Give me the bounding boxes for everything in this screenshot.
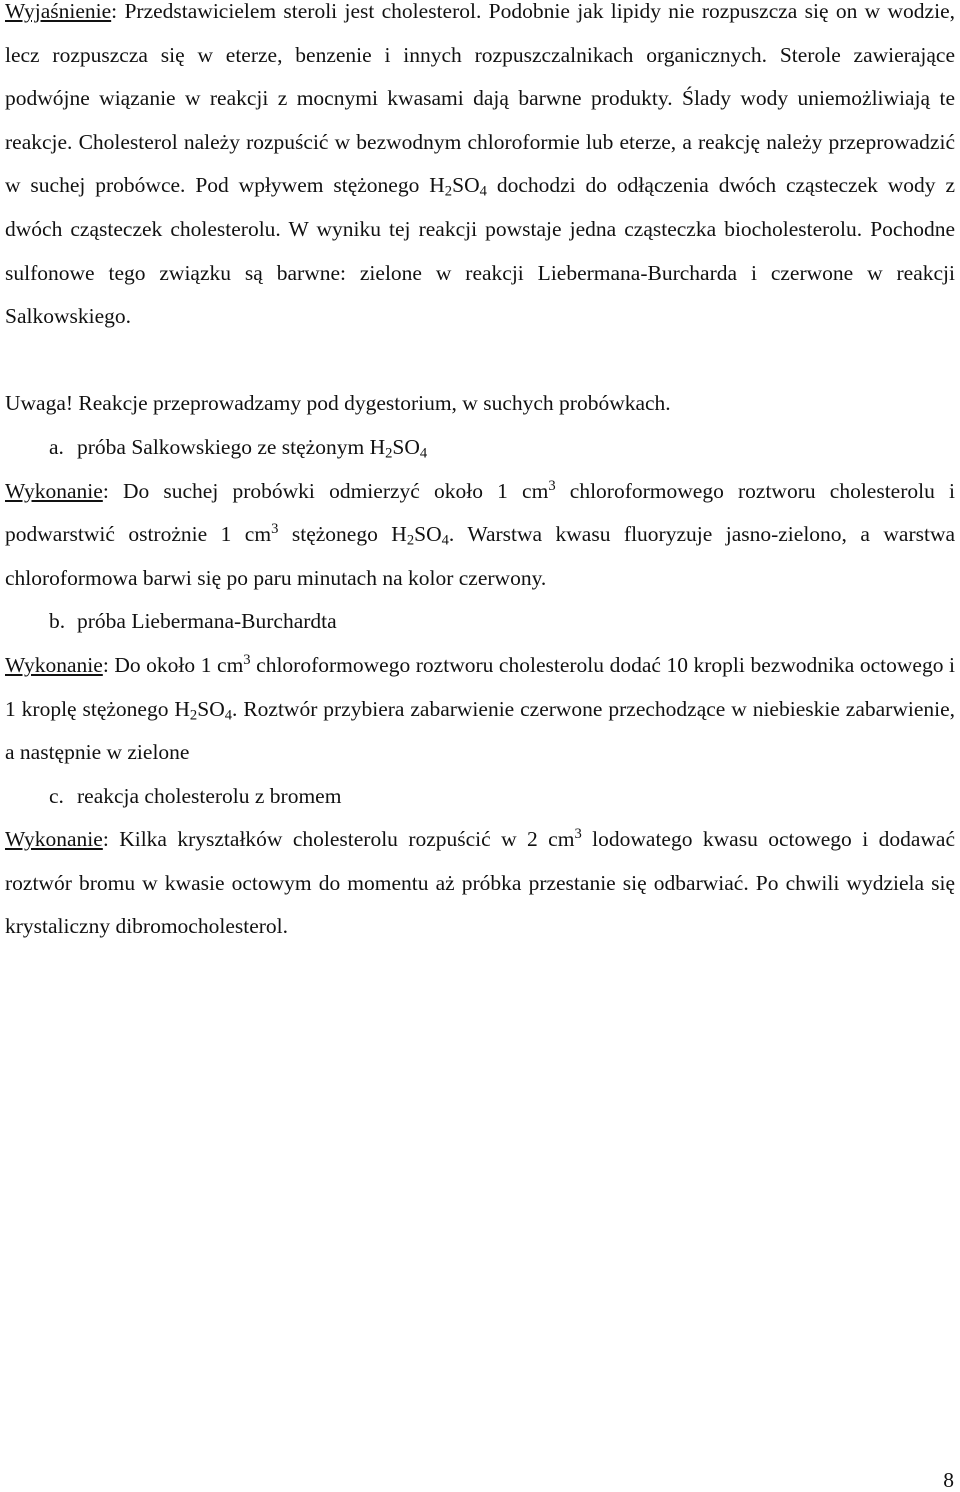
procedure-c-text-1: : Kilka kryształków cholesterolu rozpuścić w 2 cm — [102, 827, 575, 852]
procedure-a-text-5: . Warstwa kwasu fluoryzuje jasno-zielono, a warstwa chloroformowa barwi się po paru minutach na kolor czerwony. — [5, 522, 956, 590]
explanation-text-3: dochodzi do odłączenia dwóch cząsteczek wody z dwóch cząsteczek cholesterolu. W wyniku tej reakcji powstaje jedna cząsteczka biocholesterolu. Pochodne sulfonowe tego związku są barwne: zielone w reakcji Liebermana-Burcharda i czerwone w reakcji Salkowskiego. — [5, 173, 955, 329]
procedure-a-sup-2: 3 — [271, 521, 279, 538]
explanation-sub-1: 2 — [444, 184, 453, 201]
procedure-a-sub-1: 2 — [406, 532, 415, 549]
procedure-a-text-3: stężonego H — [278, 522, 407, 547]
section-label-b: b. — [49, 609, 66, 634]
section-title-a-sub-2: 4 — [419, 445, 428, 462]
warning-paragraph: Uwaga! Reakcje przeprowadzamy pod dygestorium, w suchych probówkach. — [5, 391, 671, 416]
procedure-a-text-1: : Do suchej probówki odmierzyć około 1 cm — [102, 478, 549, 503]
procedure-c-label: Wykonanie — [5, 827, 103, 852]
procedure-c-text-2: lodowatego kwasu octowego i dodawać roztwór bromu w kwasie octowym do momentu aż próbka przestanie się odbarwiać. Po chwili wydziela się krystaliczny dibromocholesterol. — [5, 827, 955, 939]
procedure-b-paragraph — [5, 644, 955, 775]
procedure-a-text-4: SO — [414, 522, 442, 547]
procedure-a-sup-1: 3 — [548, 477, 556, 494]
section-title-a-sub-1: 2 — [385, 445, 393, 462]
section-label-c: c. — [49, 783, 64, 808]
procedure-a-text-2: chloroformowego roztworu cholesterolu i podwarstwić ostrożnie 1 cm — [5, 478, 955, 547]
spacer — [5, 339, 955, 383]
explanation-paragraph — [5, 0, 955, 339]
procedure-b-sub-2: 4 — [224, 707, 233, 724]
procedure-b-sup-1: 3 — [243, 651, 251, 668]
procedure-b-text-2: chloroformowego roztworu cholesterolu dodać 10 kropli bezwodnika octowego i 1 kroplę stężonego H — [5, 652, 955, 721]
section-label-a: a. — [49, 434, 64, 459]
procedure-b-label: Wykonanie — [5, 652, 103, 677]
document-page — [5, 0, 955, 949]
procedure-b-text-1: : Do około 1 cm — [102, 652, 244, 677]
procedure-a-paragraph — [5, 470, 955, 601]
explanation-text-2: SO — [452, 173, 480, 198]
procedure-b-sub-1: 2 — [189, 707, 198, 724]
procedure-b-text-3: SO — [197, 696, 225, 721]
procedure-c-sup-1: 3 — [574, 826, 582, 843]
procedure-c-paragraph — [5, 818, 955, 949]
section-title-b: próba Liebermana-Burchardta — [77, 609, 337, 634]
explanation-label: Wyjaśnienie — [5, 0, 112, 23]
procedure-a-sub-2: 4 — [441, 532, 449, 549]
procedure-b-text-4: . Roztwór przybiera zabarwienie czerwone przechodzące w niebieskie zabarwienie, a następnie w zielone — [5, 696, 956, 765]
section-title-a-text-1: próba Salkowskiego ze stężonym H — [77, 434, 386, 459]
page-number: 8 — [943, 1468, 954, 1492]
section-title-a-text-2: SO — [392, 434, 420, 459]
section-heading-a — [5, 426, 955, 470]
section-heading-b — [5, 600, 955, 644]
procedure-a-label: Wykonanie — [5, 478, 103, 503]
explanation-text-1: : Przedstawicielem steroli jest cholesterol. Podobnie jak lipidy nie rozpuszcza się on w wodzie, lecz rozpuszcza się w eterze, benzenie i innych rozpuszczalnikach organicznych. Sterole zawierające podwójne wiązanie w reakcji z mocnymi kwasami dają barwne produkty. Ślady wody uniemożliwiają te reakcje. Cholesterol należy rozpuścić w bezwodnym chloroformie lub eterze, a reakcję należy przeprowadzić w suchej probówce. Pod wpływem stężonego H — [5, 0, 955, 198]
section-title-c: reakcja cholesterolu z bromem — [77, 783, 342, 808]
explanation-sub-2: 4 — [479, 184, 487, 201]
section-heading-c — [5, 775, 955, 819]
